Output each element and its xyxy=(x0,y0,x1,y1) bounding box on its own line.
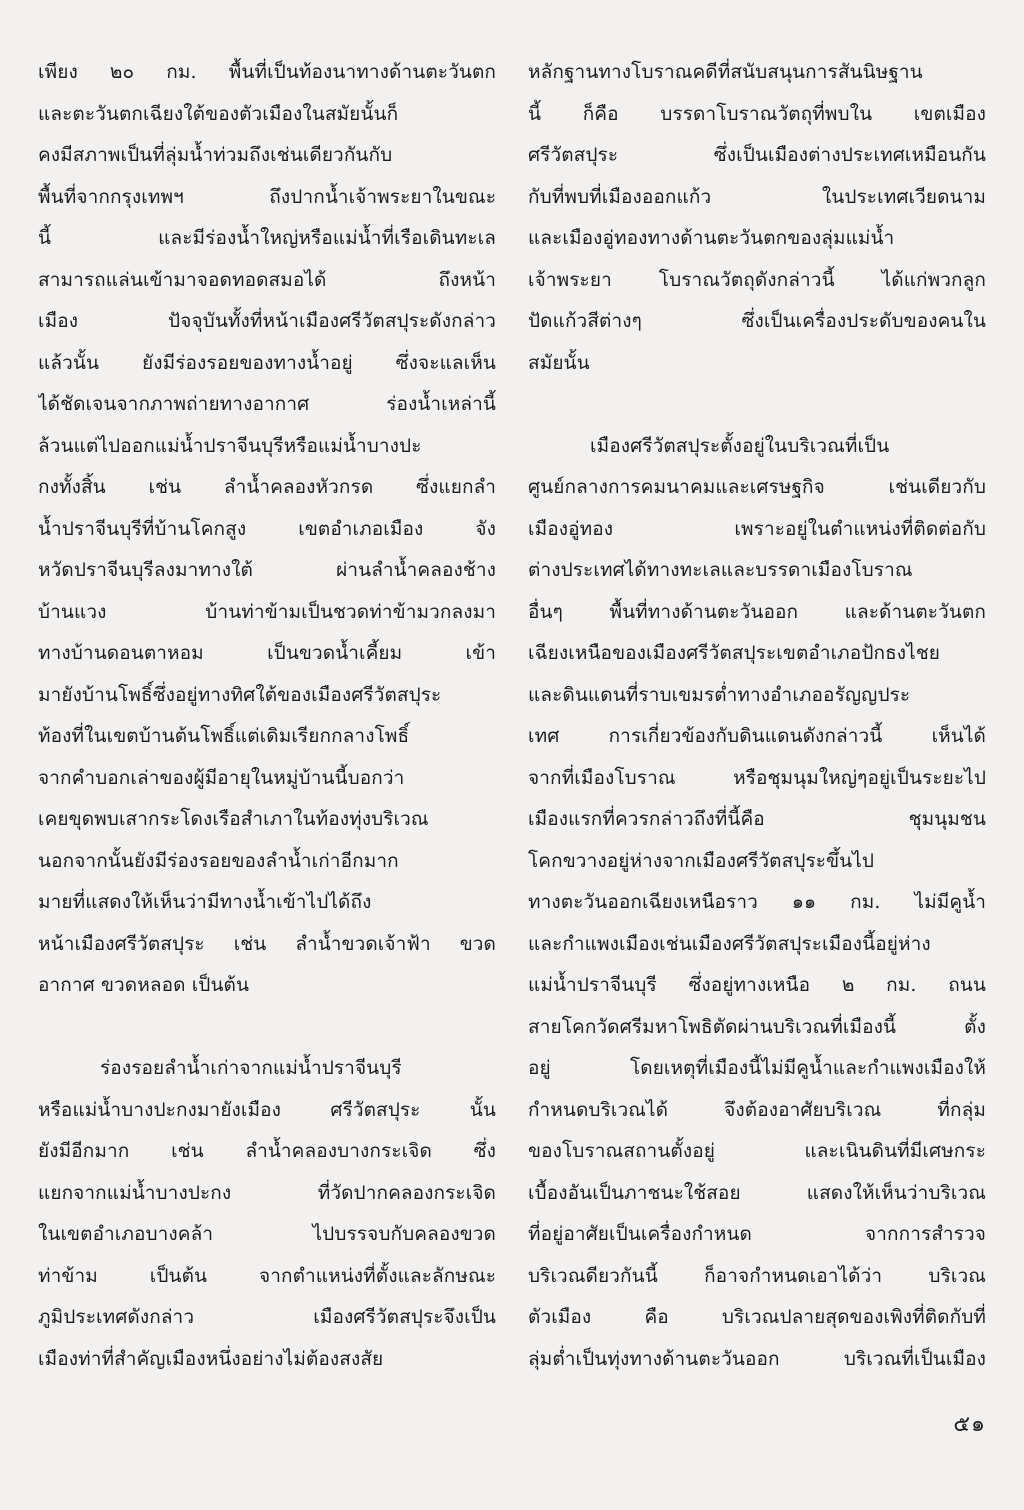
text-line: ที่อยู่อาศัยเป็นเครื่องกำหนด จากการสำรวจ xyxy=(528,1223,986,1245)
text-line: แยกจากแม่น้ำบางปะกง ที่วัดปากคลองกระเจิด xyxy=(38,1181,496,1204)
text-line: ต่างประเทศได้ทางทะเลและบรรดาเมืองโบราณ xyxy=(528,559,913,581)
text-line: อากาศ ขวดหลอด เป็นต้น xyxy=(38,974,250,996)
text-line: มายังบ้านโพธิ์ซึ่งอยู่ทางทิศใต้ของเมืองศรีวัตสปุระ xyxy=(38,683,442,706)
text-line: ทางบ้านดอนตาหอม เป็นขวดน้ำเคี้ยม เข้า xyxy=(38,642,496,664)
text-line: เทศ การเกี่ยวข้องกับดินแดนดังกล่าวนี้ เห็นได้ xyxy=(528,725,986,747)
text-line: ยังมีอีกมาก เช่น ลำน้ำคลองบางกระเจิด ซึ่ง xyxy=(38,1140,496,1162)
text-line: เมืองอู่ทอง เพราะอยู่ในตำแหน่งที่ติดต่อกับ xyxy=(528,517,986,540)
text-line: เจ้าพระยา โบราณวัตถุดังกล่าวนี้ ได้แก่พวกลูก xyxy=(528,268,986,291)
text-line: ตัวเมือง คือ บริเวณปลายสุดของเพิงที่ติดกับที่ xyxy=(528,1306,986,1328)
text-line: ของโบราณสถานตั้งอยู่ และเนินดินที่มีเศษกระ xyxy=(528,1140,986,1162)
left-paragraph-2 xyxy=(38,1048,496,1380)
text-line: มายที่แสดงให้เห็นว่ามีทางน้ำเข้าไปได้ถึง xyxy=(38,891,372,913)
text-line: บริเวณดียวกันนี้ ก็อาจกำหนดเอาได้ว่า บริเวณ xyxy=(528,1264,986,1287)
text-line: ในเขตอำเภอบางคล้า ไปบรรจบกับคลองขวด xyxy=(38,1223,496,1245)
text-line: นี้ และมีร่องน้ำใหญ่หรือแม่น้ำที่เรือเดินทะเล xyxy=(38,227,496,249)
text-line: เมืองท่าที่สำคัญเมืองหนึ่งอย่างไม่ต้องสงสัย xyxy=(38,1347,384,1370)
text-line: เมืองศรีวัตสปุระตั้งอยู่ในบริเวณที่เป็น xyxy=(590,434,890,457)
text-line: โคกขวางอยู่ห่างจากเมืองศรีวัตสปุระขึ้นไป xyxy=(528,849,875,872)
left-column xyxy=(38,52,496,1380)
text-line: ภูมิประเทศดังกล่าว เมืองศรีวัตสปุระจึงเป็น xyxy=(38,1306,496,1328)
text-line: ท่าข้าม เป็นต้น จากตำแหน่งที่ตั้งและลักษณะ xyxy=(38,1264,496,1287)
text-line: อยู่ โดยเหตุที่เมืองนี้ไม่มีคูน้ำและกำแพงเมืองให้ xyxy=(528,1057,986,1079)
text-line: กงทั้งสิ้น เช่น ลำน้ำคลองหัวกรด ซึ่งแยกลำ xyxy=(38,476,496,498)
right-paragraph-1 xyxy=(528,52,986,384)
text-line: ได้ชัดเจนจากภาพถ่ายทางอากาศ ร่องน้ำเหล่านี้ xyxy=(38,393,496,415)
text-line: หน้าเมืองศรีวัตสปุระ เช่น ลำน้ำขวดเจ้าฟ้า ขวด xyxy=(38,932,496,955)
text-line: แม่น้ำปราจีนบุรี ซึ่งอยู่ทางเหนือ ๒ กม. ถนน xyxy=(528,974,986,996)
text-line: ศูนย์กลางการคมนาคมและเศรษฐกิจ เช่นเดียวกับ xyxy=(528,476,986,498)
right-paragraph-2 xyxy=(528,426,986,1381)
text-line: อื่นๆ พื้นที่ทางด้านตะวันออก และด้านตะวันตก xyxy=(528,600,986,623)
text-line: เบื้องอันเป็นภาชนะใช้สอย แสดงให้เห็นว่าบริเวณ xyxy=(528,1181,986,1204)
paragraph-gap xyxy=(38,1007,496,1049)
text-line: สายโคกวัดศรีมหาโพธิตัดผ่านบริเวณที่เมืองนี้ ตั้ง xyxy=(528,1015,986,1038)
text-line: สามารถแล่นเข้ามาจอดทอดสมอได้ ถึงหน้า xyxy=(38,268,496,291)
text-line: และตะวันตกเฉียงใต้ของตัวเมืองในสมัยนั้นก็ xyxy=(38,102,399,125)
text-line: กับที่พบที่เมืองออกแก้ว ในประเทศเวียดนาม xyxy=(528,185,986,208)
left-paragraph-1 xyxy=(38,52,496,1007)
page-number: ๕๑ xyxy=(953,1412,986,1437)
text-line: สมัยนั้น xyxy=(528,351,590,374)
text-line: นอกจากนั้นยังมีร่องรอยของลำน้ำเก่าอีกมาก xyxy=(38,849,399,872)
text-line: พื้นที่จากกรุงเทพฯ ถึงปากน้ำเจ้าพระยาในขณะ xyxy=(38,185,496,208)
text-line: หลักฐานทางโบราณคดีที่สนับสนุนการสันนิษฐาน xyxy=(528,61,923,83)
text-line: แล้วนั้น ยังมีร่องรอยของทางน้ำอยู่ ซึ่งจะแลเห็น xyxy=(38,351,496,374)
text-line: จากที่เมืองโบราณ หรือชุมนุมใหญ่ๆอยู่เป็นระยะไป xyxy=(528,766,986,789)
text-line: น้ำปราจีนบุรีที่บ้านโคกสูง เขตอำเภอเมือง จัง xyxy=(38,517,496,540)
text-line: ลุ่มต่ำเป็นทุ่งทางด้านตะวันออก บริเวณที่เป็นเมือง xyxy=(528,1347,986,1370)
text-line: กำหนดบริเวณได้ จึงต้องอาศัยบริเวณ ที่กลุ่ม xyxy=(528,1098,986,1121)
text-line: เมืองแรกที่ควรกล่าวถึงที่นี้คือ ชุมนุมชน xyxy=(528,808,986,830)
text-line: เมือง ปัจจุบันทั้งที่หน้าเมืองศรีวัตสปุระดังกล่าว xyxy=(38,310,496,332)
right-column xyxy=(528,52,986,1380)
text-line: ปัดแก้วสีต่างๆ ซึ่งเป็นเครื่องประดับของคนใน xyxy=(528,310,986,332)
text-line: และเมืองอู่ทองทางด้านตะวันตกของลุ่มแม่น้ำ xyxy=(528,227,895,249)
text-line: เคยขุดพบเสากระโดงเรือสำเภาในท้องทุ่งบริเวณ xyxy=(38,808,429,830)
text-line: ล้วนแต่ไปออกแม่น้ำปราจีนบุรีหรือแม่น้ำบางปะ xyxy=(38,434,422,457)
text-line: หวัดปราจีนบุรีลงมาทางใต้ ผ่านลำน้ำคลองช้าง xyxy=(38,559,496,581)
text-line: จากคำบอกเล่าของผู้มีอายุในหมู่บ้านนี้บอกว่า xyxy=(38,766,405,789)
text-line: ทางตะวันออกเฉียงเหนือราว ๑๑ กม. ไม่มีคูน้ำ xyxy=(528,891,986,913)
text-line: ท้องที่ในเขตบ้านต้นโพธิ์แต่เดิมเรียกกลางโพธิ์ xyxy=(38,725,410,747)
text-line: คงมีสภาพเป็นที่ลุ่มน้ำท่วมถึงเช่นเดียวกันกับ xyxy=(38,144,393,166)
text-line: เฉียงเหนือของเมืองศรีวัตสปุระเขตอำเภอปักธงไชย xyxy=(528,642,941,664)
text-line: ศรีวัตสปุระ ซึ่งเป็นเมืองต่างประเทศเหมือนกัน xyxy=(528,144,986,166)
text-line: และกำแพงเมืองเช่นเมืองศรีวัตสปุระเมืองนี้อยู่ห่าง xyxy=(528,932,931,955)
text-line: บ้านแวง บ้านท่าข้ามเป็นชวดท่าข้ามวกลงมา xyxy=(38,600,496,623)
text-line: หรือแม่น้ำบางปะกงมายังเมือง ศรีวัตสปุระ นั้น xyxy=(38,1098,496,1121)
text-line: และดินแดนที่ราบเขมรต่ำทางอำเภออรัญญประ xyxy=(528,683,911,706)
paragraph-gap xyxy=(528,384,986,426)
text-line: เพียง ๒๐ กม. พื้นที่เป็นท้องนาทางด้านตะวันตก xyxy=(38,61,496,83)
text-line: ร่องรอยลำน้ำเก่าจากแม่น้ำปราจีนบุรี xyxy=(100,1057,402,1079)
text-line: นี้ ก็คือ บรรดาโบราณวัตถุที่พบใน เขตเมือง xyxy=(528,102,986,125)
